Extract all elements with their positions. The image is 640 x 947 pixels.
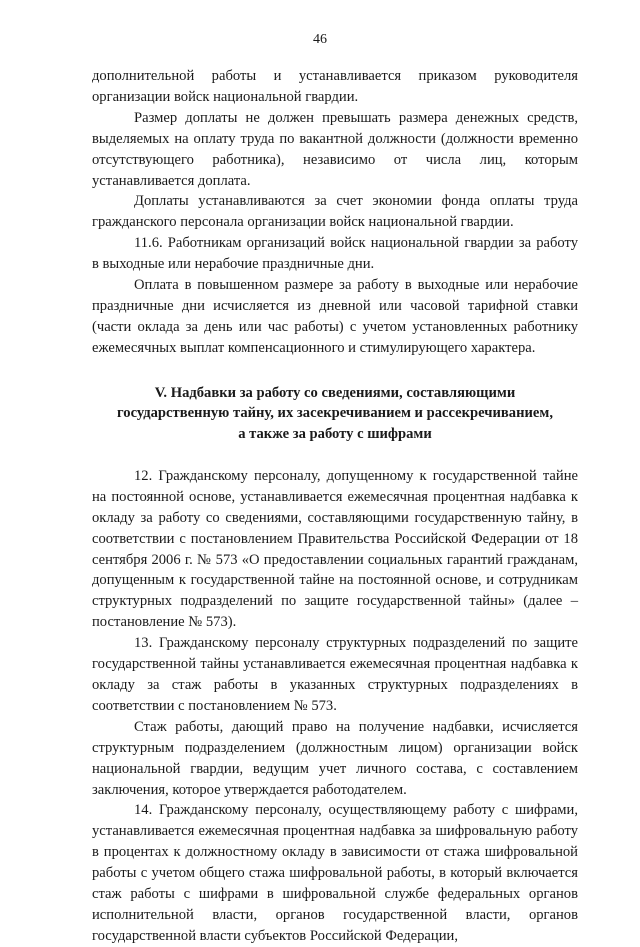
section-heading-line: V. Надбавки за работу со сведениями, составляющими bbox=[154, 384, 516, 401]
section-heading bbox=[92, 383, 578, 444]
paragraph-continuation: дополнительной работы и устанавливается приказом руководителя организации войск национальной гвардии. bbox=[92, 68, 578, 105]
paragraph-payment-size: Размер доплаты не должен превышать размера денежных средств, выделяемых на оплату труда по вакантной должности (должности временно отсутствующего работника), независимо от числа лиц, которым устанавливается доплата. bbox=[92, 109, 578, 189]
paragraph-14: 14. Гражданскому персоналу, осуществляющему работу с шифрами, устанавливается ежемесячная процентная надбавка за шифровальную работу в процентах к должностному окладу в зависимости от стажа шифровальной работы с учетом общего стажа шифровальной работы, в который включается стаж работы с шифрами в шифровальной службе федеральных органов исполнительной власти, органов государственной власти, органов государственной власти субъектов Российской Федерации, bbox=[92, 802, 578, 944]
paragraph-11-6: 11.6. Работникам организаций войск национальной гвардии за работу в выходные или нерабочие праздничные дни. bbox=[92, 235, 578, 273]
section-heading-line: а также за работу с шифрами bbox=[238, 425, 432, 442]
paragraph-12: 12. Гражданскому персоналу, допущенному к государственной тайне на постоянной основе, устанавливается ежемесячная процентная надбавка к окладу за работу со сведениями, составляющими государственную тайну, в соответствии с постановлением Правительства Российской Федерации от 18 сентября 2006 г. № 573 «О предоставлении социальных гарантий гражданам, допущенным к государственной тайне на постоянной основе, и сотрудникам структурных подразделений по защите государственной тайны» (далее – постановление № 573). bbox=[92, 467, 578, 631]
document-body bbox=[92, 66, 578, 947]
paragraph-13: 13. Гражданскому персоналу структурных подразделений по защите государственной тайны устанавливается ежемесячная процентная надбавка к окладу за стаж работы в указанных структурных подразделениях в соответствии с постановлением № 573. bbox=[92, 635, 578, 714]
paragraph-holiday-pay: Оплата в повышенном размере за работу в выходные или нерабочие праздничные дни исчисляется из дневной или часовой тарифной ставки (части оклада за день или час работы) с учетом установленных работнику ежемесячных выплат компенсационного и стимулирующего характера. bbox=[92, 277, 578, 356]
section-heading-line: государственную тайну, их засекречиванием и рассекречиванием, bbox=[117, 405, 553, 422]
paragraph-service-length: Стаж работы, дающий право на получение надбавки, исчисляется структурным подразделением (должностным лицом) организации войск национальной гвардии, ведущим учет личного состава, с составлением заключения, которое утверждается работодателем. bbox=[92, 718, 578, 798]
page-number: 46 bbox=[313, 32, 327, 47]
paragraph-payment-fund: Доплаты устанавливаются за счет экономии фонда оплаты труда гражданского персонала организации войск национальной гвардии. bbox=[92, 193, 578, 231]
